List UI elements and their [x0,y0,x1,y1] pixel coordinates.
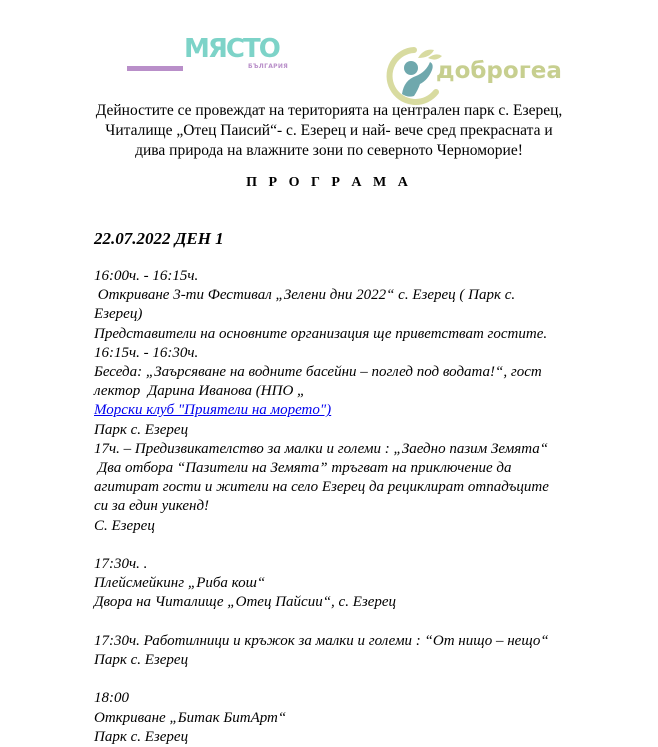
intro-paragraph [60,101,598,161]
intro-line: дива природа на влажните зони по северното Черноморие! [135,142,523,159]
schedule-line: 17:30ч. Работилници и кръжок за малки и големи : “От нищо – нещо“ [94,632,549,649]
logo-wordmark: МЯСТО [184,34,279,64]
schedule-line: си за един уикенд! [94,498,210,515]
intro-line: Читалище „Отец Паисий“- с. Езерец и най- вече сред прекрасната и [105,122,553,139]
schedule-line: 18:00 [94,690,129,707]
schedule-line: С. Езерец [94,517,155,534]
program-schedule [94,267,594,747]
schedule-line: Парк с. Езерец [94,728,189,745]
schedule-line: лектор Дарина Иванова (НПО „ [94,383,306,400]
blank-line [94,536,594,555]
schedule-line: Два отбора “Пазители на Земята” тръгват на приключение да [94,460,512,477]
logo-subtitle: БЪЛГАРИЯ [248,63,289,70]
myasto-bulgaria-logo [126,36,296,76]
organization-link[interactable]: Морски клуб "Приятели на морето") [94,402,332,419]
logo-head [404,61,418,75]
schedule-line: Двора на Читалище „Отец Пайсии“, с. Езерец [94,594,397,611]
day-heading: 22.07.2022 ДЕН 1 [94,229,224,248]
blank-line [94,670,594,689]
schedule-line: Плейсмейкинг „Риба кош“ [94,575,266,592]
schedule-line: Представители на основните организация ще приветстват гостите. [94,325,548,342]
schedule-line: Откриване 3-ти Фестивал „Зелени дни 2022“ с. Езерец ( Парк с. [94,287,516,304]
blank-line [94,613,594,632]
schedule-line: 17ч. – Предизвикателство за малки и големи : „Заедно пазим Земята“ [94,440,549,457]
schedule-line: Беседа: „Заърсяване на водните басейни – поглед под водата!“, гост [94,364,542,381]
schedule-line: 17:30ч. . [94,556,148,573]
schedule-line: 16:15ч. - 16:30ч. [94,344,199,361]
schedule-line: 16:00ч. - 16:15ч. [94,268,199,284]
schedule-line: Парк с. Езерец [94,421,189,438]
logo-wordmark: доброгеа [436,58,562,84]
schedule-line: Езерец) [94,306,143,323]
schedule-line: Откриване „Битак БитАрт“ [94,709,287,726]
program-heading: П Р О Г Р А М А [246,175,412,190]
schedule-line: Парк с. Езерец [94,652,189,669]
logo-accent-bar [127,66,183,71]
intro-line: Дейностите се провеждат на територията на централен парк с. Езерец, [95,102,563,119]
schedule-line: агитират гости и жители на село Езерец да рециклират отпадъците [94,479,549,496]
schedule-line [94,401,594,420]
dobrogea-logo [384,44,584,106]
